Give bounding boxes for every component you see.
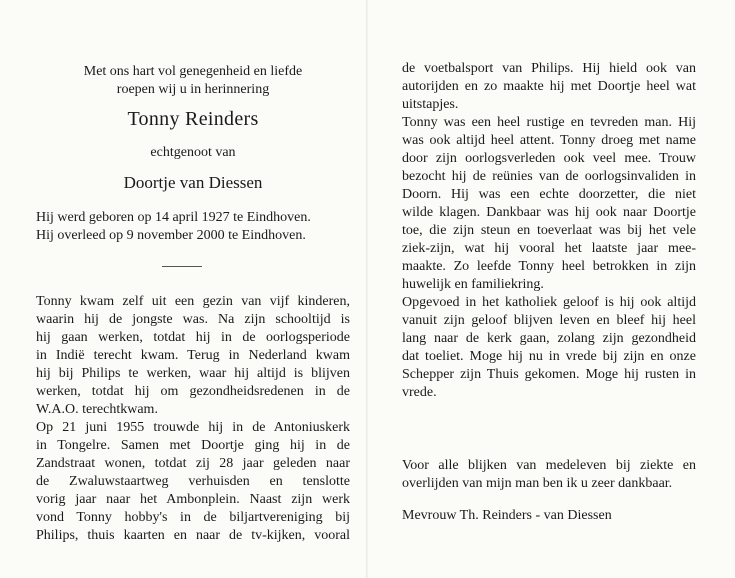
text-line: vanuit zijn geloof blijven leven en bleef hij heel (402, 313, 696, 328)
text-line: hij bij Philips te werken, waar hij altijd is blijven (36, 366, 350, 381)
text-line: Tonny kwam zelf uit een gezin van vijf kinderen, (36, 294, 350, 309)
text-line: Philips, thuis kaarten en naar de tv-kijken, vooral (36, 528, 350, 543)
text-line: maakte. Zo leefde Tonny heel betrokken in zijn (402, 259, 696, 274)
text-line: de voetbalsport van Philips. Hij hield ook van (402, 61, 696, 76)
text-line: overlijden van mijn man ben ik u zeer dankbaar. (402, 476, 673, 491)
text-line: Schepper zijn Thuis gekomen. Moge hij rusten in (402, 367, 696, 382)
text-line: vond Tonny hobby's in de biljartvereniging bij (36, 510, 350, 525)
text-line: waarin hij de jongste was. Na zijn schooltijd is (36, 312, 350, 327)
text-line: autorijden en zo maakte hij met Doortje heel wat (402, 79, 696, 94)
spouse-label: echtgenoot van (150, 145, 236, 160)
text-line: Opgevoed in het katholiek geloof is hij ook altijd (402, 295, 696, 310)
right-biography (402, 60, 696, 402)
death-date-line: Hij overleed op 9 november 2000 te Eindhoven. (36, 228, 306, 243)
birth-date-line: Hij werd geboren op 14 april 1927 te Eindhoven. (36, 210, 311, 225)
text-line: in Indië terecht kwam. Terug in Nederland kwam (36, 348, 350, 363)
text-line: lang naar de kerk gaan, zolang zijn gezondheid (402, 331, 696, 346)
intro-line-2: roepen wij u in herinnering (116, 82, 270, 97)
text-line: Zandstraat wonen, totdat zij 28 jaar geleden naar (36, 456, 350, 471)
text-line: huwelijk en familiekring. (402, 277, 544, 292)
text-line: was ook altijd heel attent. Tonny droeg met name (402, 133, 696, 148)
text-line: W.A.O. terechtkwam. (36, 402, 158, 417)
text-line: toe, die zijn steun en toeverlaat was bij het vele (402, 223, 696, 238)
text-line: hij gaan werken, totdat hij in de oorlogsperiode (36, 330, 350, 345)
intro-line-1: Met ons hart vol genegenheid en liefde (83, 64, 303, 79)
deceased-name: Tonny Reinders (127, 108, 259, 130)
text-line: Doorn. Hij was een echte doorzetter, die niet (402, 187, 696, 202)
text-line: bezocht hij de reünies van de oorlogsinvaliden in (402, 169, 696, 184)
signature: Mevrouw Th. Reinders - van Diessen (402, 508, 612, 523)
text-line: vrede. (402, 385, 437, 400)
text-line: Tonny was een heel rustige en tevreden man. Hij (402, 115, 696, 130)
left-biography (36, 293, 350, 545)
text-line: ziek-zijn, wat hij vooral het laatste jaar mee- (402, 241, 696, 256)
text-line: in Tongelre. Samen met Doortje ging hij in de (36, 438, 350, 453)
thanks-message (402, 457, 696, 493)
text-line: de Zwaluwstaartweg verhuisden en tenslotte (36, 474, 350, 489)
spouse-name: Doortje van Diessen (123, 173, 263, 192)
text-line: door zijn oorlogsverleden ook veel mee. Trouw (402, 151, 696, 166)
text-line: dat toeliet. Moge hij nu in vrede bij zijn en onze (402, 349, 696, 364)
text-line: werken, totdat hij om gezondheidsredenen in de (36, 384, 350, 399)
divider (162, 266, 202, 267)
card-fold (366, 0, 368, 578)
text-line: uitstapjes. (402, 97, 459, 112)
text-line: Op 21 juni 1955 trouwde hij in de Antoniuskerk (36, 420, 350, 435)
text-line: vorig jaar naar het Ambonplein. Naast zijn werk (36, 492, 350, 507)
text-line: wilde klagen. Dankbaar was hij ook naar Doortje (402, 205, 696, 220)
text-line: Voor alle blijken van medeleven bij ziekte en (402, 458, 696, 473)
